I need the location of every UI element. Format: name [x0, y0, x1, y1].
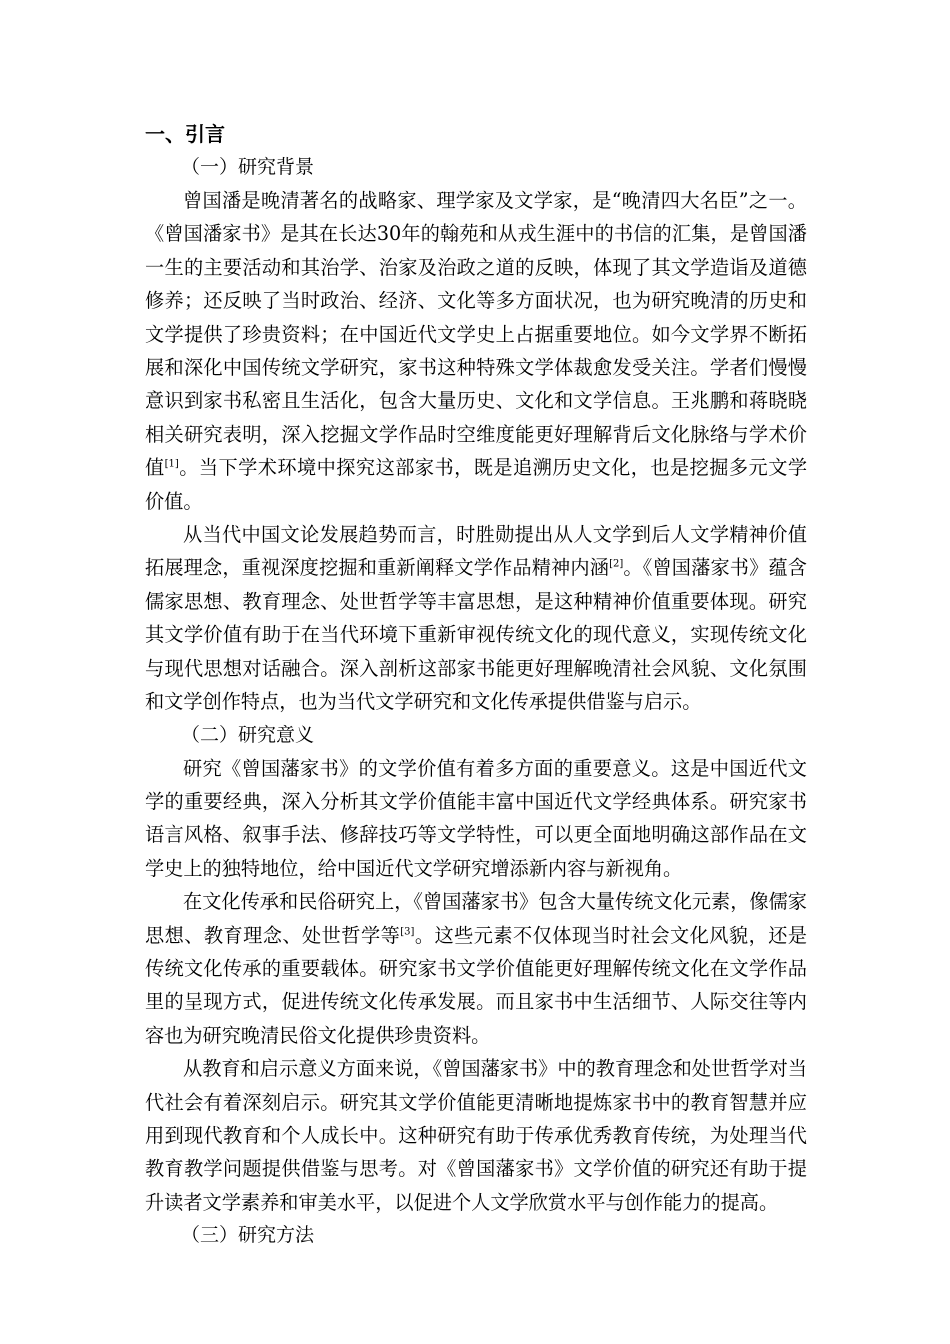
section-heading-introduction: 一、引言 [145, 122, 225, 146]
paragraph-text: 曾国潘是晚清著名的战略家、理学家及文学家，是“晚清四大名臣”之一。《曾国潘家书》是其在长达30年的翰苑和从戎生涯中的书信的汇集，是曾国潘一生的主要活动和其治学、治家及治政之道的反映，体现了其文学造诣及道德修养；还反映了当时政治、经济、文化等多方面状况，也为研究晚清的历史和文学提供了珍贵资料；在中国近代文学史上占据重要地位。如今文学界不断拓展和深化中国传统文学研究，家书这种特殊文学体裁愈发受关注。学者们慢慢意识到家书私密且生活化，包含大量历史、文化和文学信息。王兆鹏和蒋晓晓相关研究表明，深入挖掘文学作品时空维度能更好理解背后文化脉络与学术价值 [145, 189, 807, 480]
citation-ref-2: [2] [609, 559, 624, 571]
paragraph-significance-2 [145, 885, 807, 1052]
subsection-heading-significance: （二）研究意义 [181, 723, 315, 746]
page-content [145, 117, 807, 1252]
paragraph-text: 在文化传承和民俗研究上，《曾国藩家书》包含大量传统文化元素，像儒家思想、教育理念、处世哲学等 [145, 890, 807, 947]
paragraph-text: 从当代中国文论发展趋势而言，时胜勋提出从人文学到后人文学精神价值拓展理念，重视深度挖掘和重新阐释文学作品精神内涵 [145, 523, 807, 580]
paragraph-background-1 [145, 184, 807, 518]
citation-ref-1: [1] [164, 458, 179, 470]
subsection-heading-background: （一）研究背景 [181, 156, 315, 178]
subsection-heading-methods: （三）研究方法 [181, 1224, 315, 1247]
paragraph-text: 。这些元素不仅体现当时社会文化风貌，还是传统文化传承的重要载体。研究家书文学价值能更好理解传统文化在文学作品里的呈现方式，促进传统文化传承发展。而且家书中生活细节、人际交往等内容也为研究晚清民俗文化提供珍贵资料。 [145, 923, 808, 1047]
paragraph-text: 。《曾国藩家书》蕴含儒家思想、教育理念、处世哲学等丰富思想，是这种精神价值重要体现。研究其文学价值有助于在当代环境下重新审视传统文化的现代意义，实现传统文化与现代思想对话融合。深入剖析这部家书能更好理解晚清社会风貌、文化氛围和文学创作特点，也为当代文学研究和文化传承提供借鉴与启示。 [145, 556, 807, 714]
citation-ref-3: [3] [400, 926, 415, 938]
paragraph-background-2 [145, 518, 807, 718]
paragraph-significance-3: 从教育和启示意义方面来说，《曾国藩家书》中的教育理念和处世哲学对当代社会有着深刻启示。研究其文学价值能更清晰地提炼家书中的教育智慧并应用到现代教育和个人成长中。这种研究有助于传承优秀教育传统，为处理当代教育教学问题提供借鉴与思考。对《曾国藩家书》文学价值的研究还有助于提升读者文学素养和审美水平，以促进个人文学欣赏水平与创作能力的提高。 [145, 1057, 807, 1214]
paragraph-text: 。当下学术环境中探究这部家书，既是追溯历史文化，也是挖掘多元文学价值。 [145, 456, 808, 513]
paragraph-significance-1: 研究《曾国藩家书》的文学价值有着多方面的重要意义。这是中国近代文学的重要经典，深入分析其文学价值能丰富中国近代文学经典体系。研究家书语言风格、叙事手法、修辞技巧等文学特性，可以更全面地明确这部作品在文学史上的独特地位，给中国近代文学研究增添新内容与新视角。 [145, 756, 807, 880]
